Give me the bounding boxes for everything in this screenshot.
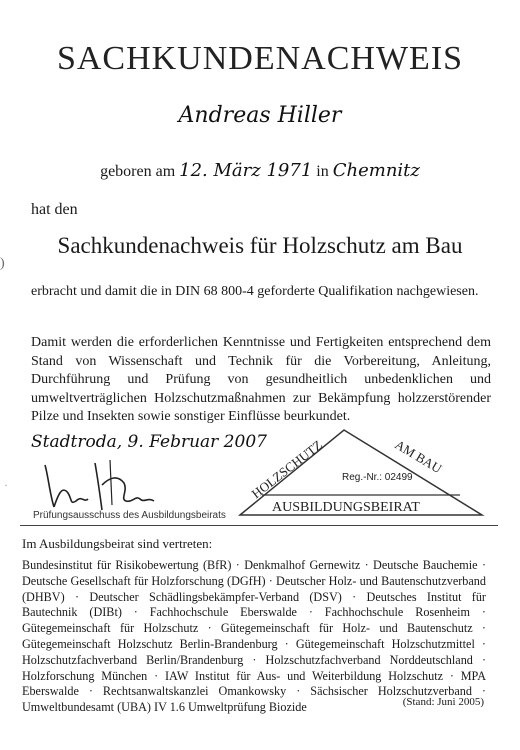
certificate-title: Sachkundenachweis für Holzschutz am Bau [57,233,463,258]
birth-date: 12. März 1971 [179,160,313,181]
stamp-right-text: AM BAU [392,436,445,477]
birth-place: Chemnitz [332,160,420,181]
place-date: Stadtroda, 9. Februar 2007 [31,432,267,452]
document-title: SACHKUNDENACHWEIS [56,40,464,77]
members-heading: Im Ausbildungsbeirat sind vertreten: [22,536,213,551]
stamp [232,425,492,525]
qualification-paragraph: erbracht und damit die in DIN 68 800-4 geforderte Qualifikation nachgewiesen. [31,284,479,299]
divider [20,525,498,526]
stamp-left-text: HOLZSCHUTZ [248,437,326,502]
stand-date: (Stand: Juni 2005) [402,696,484,708]
born-prefix: geboren am [100,163,176,180]
birth-line [0,160,520,181]
scan-mark: ) [0,256,5,271]
hat-den-text: hat den [31,201,78,218]
born-in: in [316,163,329,180]
signature-label: Prüfungsausschuss des Ausbildungsbeirats [33,510,226,521]
stamp-bottom-text: AUSBILDUNGSBEIRAT [272,500,420,515]
recipient-name: Andreas Hiller [178,103,342,128]
signature-image [40,455,170,515]
stamp-reg-number: Reg.-Nr.: 02499 [342,472,413,483]
certification-paragraph: Damit werden die erforderlichen Kenntnisse und Fertigkeiten entsprechend dem Stand von Wissenschaft und Technik für die Vorbereitung, Anleitung, Durchführung und Prüfung von gesundheitlich unbedenklichen und umweltverträglichen Holzschutzmaßnahmen zur Bekämpfung holzzerstörender Pilze und Insekten sowie sonstiger Einflüsse beurkundet. [31,335,491,424]
members-list: Bundesinstitut für Risikobewertung (BfR) · Denkmalhof Gernewitz · Deutsche Bauchemie · Deutsche Gesellschaft für Holzforschung (DGfH) · Deutscher Holz- und Bautenschutzverband (DHBV) · Deutscher Schädlingsbekämpfer-Verband (DSV) · Deutsches Institut für Bautechnik (DIBt) · Fachhochschule Eberswalde · Fachhochschule Rosenheim · Gütegemeinschaft für Holzschutz · Gütegemeinschaft für Holz- und Bautenschutz · Gütegemeinschaft Holzschutz Berlin-Brandenburg · Gütegemeinschaft Holzschutzmittel · Holzschutzfachverband Berlin/Brandenburg · Holzschutzfachverband Norddeutschland · Holzforschung München · IAW Institut für Aus- und Weiterbildung Holzschutz · MPA Eberswalde · Rechtsanwaltskanzlei Omankowsky · Sächsischer Holzschutzverband · Umweltbundesamt (UBA) IV 1.6 Umweltprüfung Biozide [22,558,486,715]
scan-mark-2: · [4,478,8,492]
